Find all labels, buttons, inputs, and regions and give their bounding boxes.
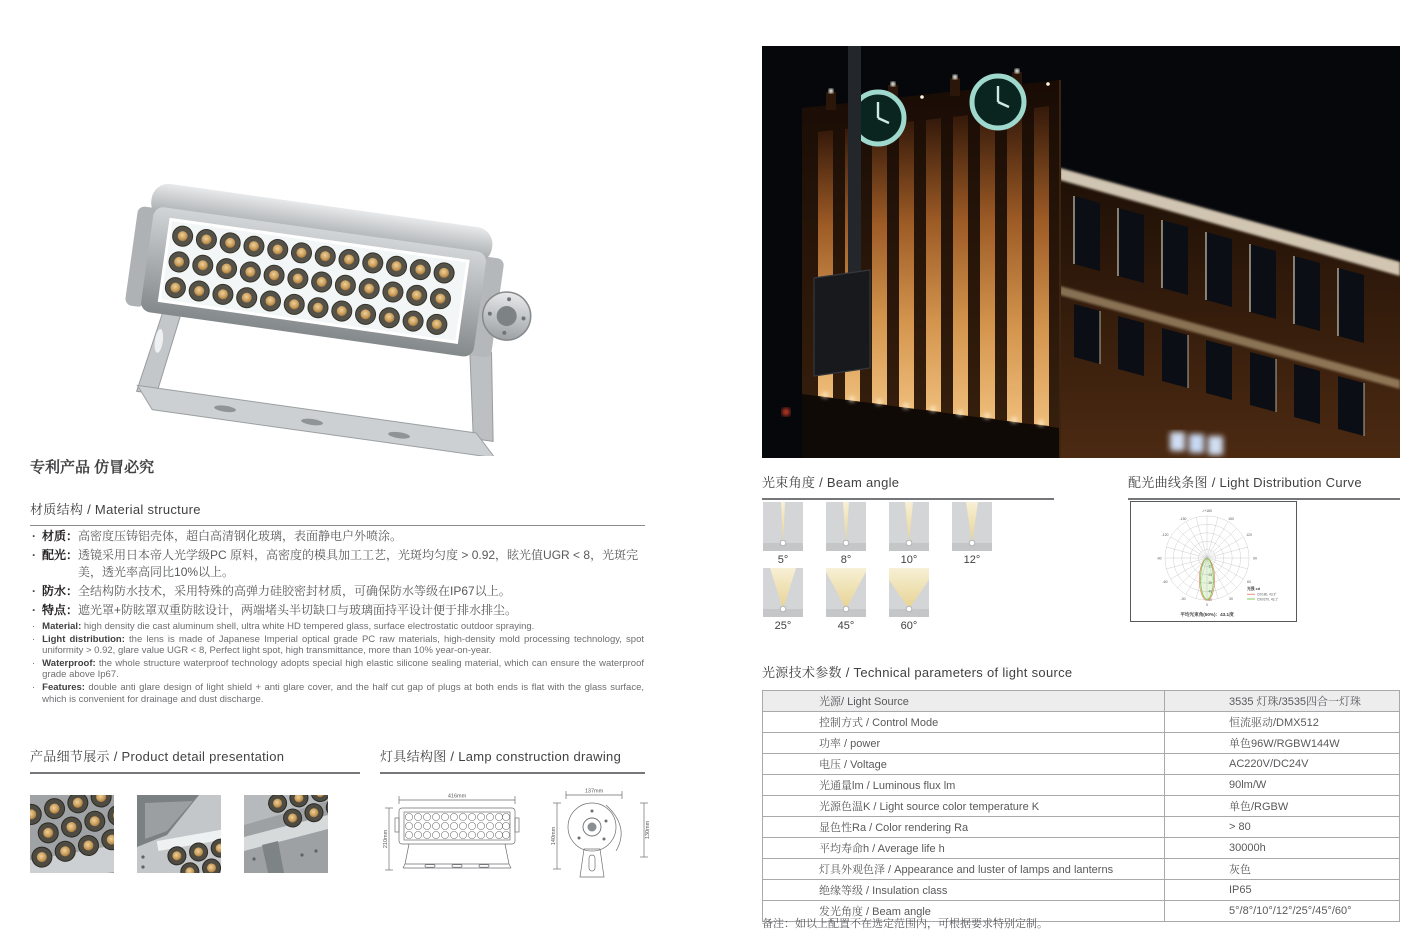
detail-photo-side-frame [244,795,328,873]
product-detail-title: 产品细节展示 / Product detail presentation [30,746,360,774]
clock-face-icon [972,76,1024,128]
beam-angle-label: 10° [900,554,918,566]
param-value: 单色96W/RGBW144W [1165,733,1400,754]
angle-tick-label: -30 [1180,597,1186,601]
angle-tick-label: 60 [1247,580,1251,584]
list-item: · Waterproof: the whole structure waterproof technology adopts special high elastic silicone sealing material, which can ensure the waterproof grade above Ip67. [30,658,644,681]
params-note: 备注：如以上配置不在选定范围内，可根据要求特别定制。 [762,918,1048,930]
param-label: 电压 / Voltage [763,754,1165,775]
beam-angle-label: 60° [900,620,918,632]
angle-tick-label: -/+180 [1201,509,1213,513]
beam-angle-label: 25° [774,620,792,632]
param-value: 30000h [1165,838,1400,859]
beam-angle-label: 8° [840,554,852,566]
table-row [763,691,1400,712]
front-height-dim: 210mm [383,829,389,849]
angle-tick-label: 120 [1246,533,1252,537]
table-row [763,712,1400,733]
param-label: 灯具外观色泽 / Appearance and luster of lamps and lanterns [763,859,1165,880]
legend-entry: C0/180, 43.3° [1257,592,1277,597]
table-row [763,859,1400,880]
table-row [763,754,1400,775]
beam-angle-tile [826,568,866,617]
detail-photo-corner-shield [137,795,221,873]
beam-angle-tile [952,502,992,551]
param-value: 恒流驱动/DMX512 [1165,712,1400,733]
front-view-drawing [383,790,523,882]
param-value: > 80 [1165,817,1400,838]
tech-params-title: 光源技术参数 / Technical parameters of light source [762,665,1073,680]
angle-tick-label: 150 [1228,517,1234,521]
param-label: 光源/ Light Source [763,691,1165,712]
table-row [763,817,1400,838]
table-row [763,796,1400,817]
param-value: 3535 灯珠/3535四合一灯珠 [1165,691,1400,712]
angle-tick-label: -150 [1179,517,1187,521]
param-value: 灰色 [1165,859,1400,880]
list-item: · Material: high density die cast aluminum shell, ultra white HD tempered glass, surface electrostatic outdoor spraying. [30,621,644,633]
beam-angle-tile [889,568,929,617]
side-height-right-dim: 130mm [645,820,651,840]
detail-photo-led-array [30,795,114,873]
beam-angle-title: 光束角度 / Beam angle [762,472,1054,500]
table-row [763,880,1400,901]
beam-angle-tile [763,568,803,617]
angle-tick-label: -120 [1161,533,1169,537]
param-label: 光源色温K / Light source color temperature K [763,796,1165,817]
distribution-curve-chart [1130,501,1297,622]
angle-tick-label: -90 [1156,556,1162,561]
param-value: AC220V/DC24V [1165,754,1400,775]
material-structure-title: 材质结构 / Material structure [30,499,645,526]
param-label: 光通量lm / Luminous flux lm [763,775,1165,796]
curve-c90-270 [1201,559,1214,600]
param-value: 5°/8°/10°/12°/25°/45°/60° [1165,901,1400,922]
tech-params-table [762,690,1400,922]
param-value: 90lm/W [1165,775,1400,796]
radial-tick-label: 60 [1208,598,1213,602]
side-view-drawing [548,785,653,882]
param-label: 功率 / power [763,733,1165,754]
legend-entry: C90/270, 43.1° [1257,597,1279,602]
building-photo [762,46,1400,458]
beam-angle-label: 12° [963,554,981,566]
table-row [763,838,1400,859]
patent-notice: 专利产品 仿冒必究 [30,459,155,476]
list-item: · 配光： 透镜采用日本帝人光学级PC 原料，高密度的模具加工工艺，光斑均匀度 > 0.92，眩光值UGR < 8，光斑完美，透光率高同比10%以上。 [30,547,648,581]
param-label: 控制方式 / Control Mode [763,712,1165,733]
list-item: · 防水： 全结构防水技术，采用特殊的高弹力硅胶密封材质，可确保防水等级在IP67以上。 [30,583,648,600]
list-item: · 材质： 高密度压铸铝壳体，超白高清钢化玻璃，表面静电户外喷涂。 [30,528,648,545]
beam-angle-grid [762,502,1062,638]
side-width-dim: 137mm [584,788,604,795]
side-height-left-dim: 140mm [551,826,557,846]
curve-legend [1247,586,1279,601]
table-row [763,775,1400,796]
angle-tick-label: -60 [1162,580,1168,584]
material-bullets-en [30,621,644,706]
list-item: · Light distribution: the lens is made of Japanese Imperial optical grade PC raw materials, high-density mold processing technology, spot uniformity > 0.92, glare value UGR < 8, Perfect light spot, high transmittance, more than 10% year-on-year. [30,634,644,657]
curve-caption: 平均光束角(50%)：43.1度 [1180,612,1234,617]
angle-tick-label: 90 [1253,556,1257,561]
distribution-curve-title: 配光曲线条图 / Light Distribution Curve [1128,472,1400,500]
beam-angle-tile [889,502,929,551]
list-item: · Features: double anti glare design of light shield + anti glare cover, and the half cut gap of plugs at both ends is flat with the glass surface, which is convenient for drainage and dust discharge. [30,682,644,705]
beam-angle-tile [763,502,803,551]
front-width-dim: 416mm [447,793,467,800]
table-row [763,733,1400,754]
param-label: 显色性Ra / Color rendering Ra [763,817,1165,838]
legend-unit: 光强 cd [1247,587,1261,591]
lamp-drawing-title: 灯具结构图 / Lamp construction drawing [380,746,645,774]
angle-tick-label: 30 [1229,597,1233,601]
param-value: IP65 [1165,880,1400,901]
param-label: 平均寿命h / Average life h [763,838,1165,859]
material-bullets-cn [30,528,648,621]
beam-angle-label: 45° [837,620,855,632]
param-label: 绝缘等级 / Insulation class [763,880,1165,901]
param-value: 单色/RGBW [1165,796,1400,817]
angle-tick-label: 0 [1206,603,1208,607]
list-item: · 特点： 遮光罩+防眩罩双重防眩设计，两端堵头半切缺口与玻璃面持平设计便于排水排尘。 [30,602,648,619]
beam-angle-label: 5° [777,554,789,566]
param-label: 发光角度 / Beam angle [763,901,1165,922]
beam-angle-tile [826,502,866,551]
flood-light-render [70,178,570,456]
